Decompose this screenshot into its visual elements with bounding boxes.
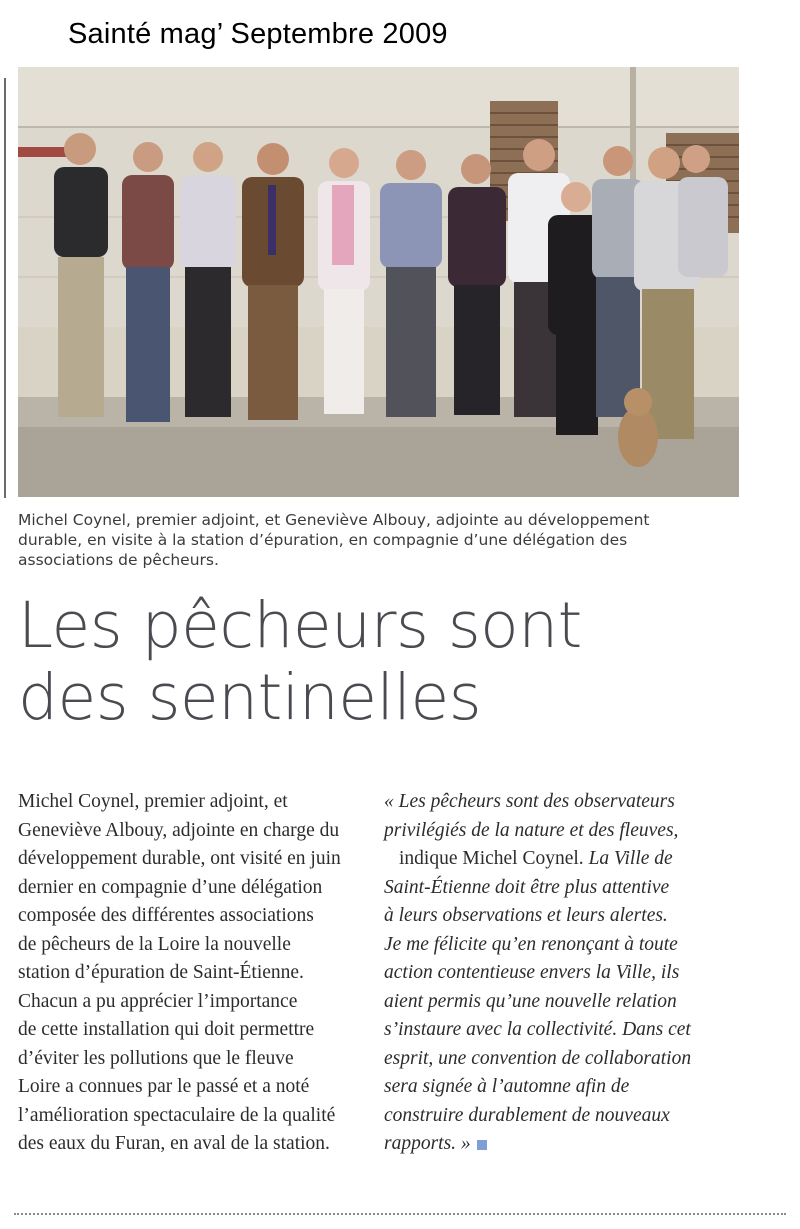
- body-line: l’amélioration spectaculaire de la qualité: [18, 1104, 336, 1126]
- article-column-left: [18, 788, 358, 1159]
- quote-line: Je me félicite qu’en renonçant à toute: [384, 933, 678, 955]
- article-headline: [18, 590, 778, 734]
- quote-line: Saint-Étienne doit être plus attentive: [384, 876, 670, 898]
- body-line: Chacun a pu apprécier l’importance: [18, 990, 298, 1012]
- quote-line: aient permis qu’une nouvelle relation: [384, 990, 677, 1012]
- quote-line: sera signée à l’automne afin de: [384, 1076, 630, 1097]
- body-line: de pêcheurs de la Loire la nouvelle: [18, 933, 291, 955]
- body-line: Geneviève Albouy, adjointe en charge du: [18, 819, 340, 841]
- body-line: des eaux du Furan, en aval de la station.: [18, 1133, 330, 1154]
- attribution-text: indique Michel Coynel.: [399, 848, 589, 869]
- body-line: Loire a connues par le passé et a noté: [18, 1076, 310, 1097]
- caption-line: associations de pêcheurs.: [18, 551, 219, 569]
- caption-line: durable, en visite à la station d’épuration, en compagnie d’une délégation des: [18, 531, 628, 549]
- article-column-right: [384, 788, 744, 1159]
- quote-line: action contentieuse envers la Ville, ils: [384, 962, 680, 983]
- quote-line: [384, 1130, 744, 1159]
- body-line: d’éviter les pollutions que le fleuve: [18, 1047, 294, 1069]
- magazine-title: Sainté mag’ Septembre 2009: [68, 18, 448, 50]
- left-margin-rule: [4, 78, 6, 498]
- photo-caption: [18, 510, 718, 570]
- body-line: de cette installation qui doit permettre: [18, 1019, 315, 1040]
- end-mark-icon: [477, 1140, 487, 1150]
- quote-line: s’instaure avec la collectivité. Dans cet: [384, 1019, 691, 1040]
- caption-line: Michel Coynel, premier adjoint, et Geneviève Albouy, adjointe au développement: [18, 511, 650, 529]
- quote-line: construire durablement de nouveaux: [384, 1104, 670, 1126]
- quote-line: [384, 845, 744, 874]
- quote-text: La Ville de: [588, 848, 673, 869]
- quote-line: à leurs observations et leurs alertes.: [384, 905, 668, 926]
- body-line: Michel Coynel, premier adjoint, et: [18, 791, 288, 812]
- group-photo: [18, 67, 739, 497]
- bottom-dotted-rule: [14, 1213, 786, 1215]
- body-line: développement durable, ont visité en juin: [18, 848, 341, 869]
- quote-text: rapports. »: [384, 1133, 471, 1154]
- quote-line: « Les pêcheurs sont des observateurs: [384, 791, 675, 812]
- body-line: composée des différentes associations: [18, 905, 314, 926]
- headline-line-2: des sentinelles: [18, 661, 482, 734]
- quote-line: esprit, une convention de collaboration: [384, 1047, 692, 1069]
- group-photo-icon: [18, 67, 739, 497]
- body-line: station d’épuration de Saint-Étienne.: [18, 962, 304, 983]
- body-line: dernier en compagnie d’une délégation: [18, 876, 323, 898]
- headline-line-1: Les pêcheurs sont: [18, 589, 582, 662]
- quote-line: privilégiés de la nature et des fleuves,: [384, 819, 679, 841]
